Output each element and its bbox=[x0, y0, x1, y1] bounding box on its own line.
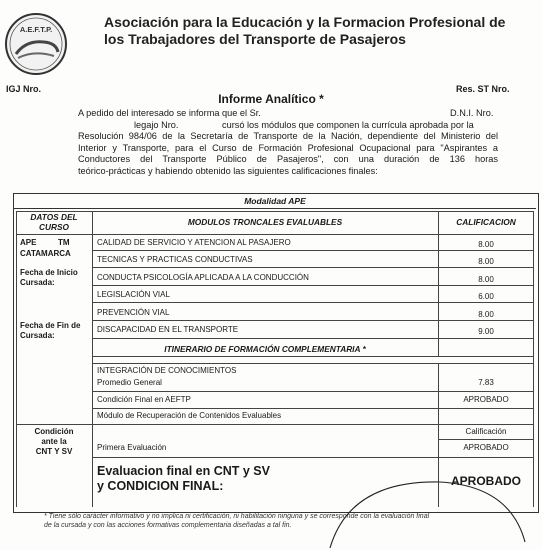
organization-name bbox=[104, 14, 524, 48]
promedio-value: 7.83 bbox=[478, 378, 494, 387]
igj-number-label: IGJ Nro. bbox=[6, 84, 42, 94]
module-name: DISCAPACIDAD EN EL TRANSPORTE bbox=[97, 325, 239, 334]
recuperacion-label: Módulo de Recuperación de Contenidos Evaluables bbox=[97, 411, 282, 420]
fecha-fin-line-1: Fecha de Fin de bbox=[20, 321, 81, 330]
col-header-calificacion: CALIFICACION bbox=[456, 217, 516, 227]
col-header-datos bbox=[16, 212, 92, 232]
module-name: TECNICAS Y PRACTICAS CONDUCTIVAS bbox=[97, 255, 253, 264]
module-name: LEGISLACIÓN VIAL bbox=[97, 290, 170, 299]
primera-evaluacion-label: Primera Evaluación bbox=[97, 443, 167, 452]
org-line-1: Asociación para la Educación y la Formacion Profesional de bbox=[104, 14, 506, 30]
side-catamarca: CATAMARCA bbox=[20, 249, 71, 258]
module-name: PREVENCIÓN VIAL bbox=[97, 308, 170, 317]
module-name: CONDUCTA PSICOLOGÍA APLICADA A LA CONDUCCIÓN bbox=[97, 273, 309, 282]
module-grade: 8.00 bbox=[478, 257, 494, 266]
org-line-2: los Trabajadores del Transporte de Pasajeros bbox=[104, 31, 406, 47]
logo-text: A.E.F.T.P. bbox=[19, 25, 53, 34]
col-header-modulos: MODULOS TRONCALES EVALUABLES bbox=[187, 217, 343, 227]
signature-stroke bbox=[320, 470, 540, 550]
intro-line-2a: legajo Nro. bbox=[134, 119, 179, 130]
side-tm: TM bbox=[58, 238, 70, 247]
fecha-inicio-line-2: Cursada: bbox=[20, 278, 55, 287]
aeftp-logo bbox=[4, 12, 68, 76]
promedio-label: Promedio General bbox=[97, 378, 162, 387]
condicion-final-label: Condición Final en AEFTP bbox=[97, 395, 191, 404]
res-number-label: Res. ST Nro. bbox=[456, 84, 510, 94]
module-name: CALIDAD DE SERVICIO Y ATENCION AL PASAJERO bbox=[97, 238, 291, 247]
fecha-fin-line-2: Cursada: bbox=[20, 331, 55, 340]
footnote-line-1: * Tiene sólo carácter informativo y no implica ni certificación, ni habilitación ninguna y se corresponde con la evaluación final bbox=[44, 513, 430, 520]
module-grade: 9.00 bbox=[478, 327, 494, 336]
module-grade: 8.00 bbox=[478, 310, 494, 319]
module-grade: 6.00 bbox=[478, 292, 494, 301]
final-evaluation-value: APROBADO bbox=[450, 474, 521, 488]
fecha-fin-label bbox=[20, 321, 80, 341]
fecha-inicio-label bbox=[20, 268, 78, 288]
col-header-datos-2: CURSO bbox=[39, 222, 69, 232]
condicion-final-value: APROBADO bbox=[463, 395, 509, 404]
intro-paragraph bbox=[78, 108, 498, 178]
final-line-1: Evaluacion final en CNT y SV bbox=[97, 464, 270, 478]
side-ape: APE bbox=[20, 238, 37, 247]
condicion-line-3: CNT Y SV bbox=[35, 447, 73, 456]
modalidad-header: Modalidad APE bbox=[14, 194, 536, 209]
itinerario-header: ITINERARIO DE FORMACIÓN COMPLEMENTARIA * bbox=[164, 344, 366, 354]
final-line-2: y CONDICION FINAL: bbox=[97, 479, 224, 493]
final-evaluation-label bbox=[97, 464, 270, 494]
intro-line-4: Interior y Transporte, para el Curso de Formación Profesional Ocupacional para "Aspirantes a bbox=[78, 142, 498, 153]
integracion-label: INTEGRACIÓN DE CONOCIMIENTOS bbox=[97, 366, 237, 375]
intro-line-2b: cursó los módulos que componen la currícula aprobada por la bbox=[222, 119, 474, 130]
intro-line-1a: A pedido del interesado se informa que el Sr. bbox=[78, 108, 261, 118]
module-grade: 8.00 bbox=[478, 275, 494, 284]
condicion-line-1: Condición bbox=[34, 427, 74, 436]
condicion-cnt-label bbox=[16, 427, 92, 457]
calificacion-subheader: Calificación bbox=[465, 427, 507, 436]
intro-line-1b: D.N.I. Nro. bbox=[450, 108, 494, 118]
intro-line-3: Resolución 984/06 de la Secretaría de Transporte de la Nación, dependiente del Ministerio del bbox=[78, 131, 498, 142]
fecha-inicio-line-1: Fecha de Inicio bbox=[20, 268, 78, 277]
primera-evaluacion-value: APROBADO bbox=[463, 443, 509, 452]
intro-line-6: teórico-prácticas y habiendo obtenido las siguientes calificaciones finales: bbox=[78, 165, 378, 176]
module-grade: 8.00 bbox=[478, 240, 494, 249]
intro-line-5: Conductores del Transporte Público de Pasajeros", con una duración de 136 horas bbox=[78, 154, 498, 165]
footnote-line-2: de la cursada y con las acciones formativas complementaria diseñadas a tal fin. bbox=[44, 522, 292, 529]
condicion-line-2: ante la bbox=[41, 437, 67, 446]
col-header-datos-1: DATOS DEL bbox=[30, 212, 78, 222]
document-title: Informe Analítico * bbox=[218, 92, 324, 106]
